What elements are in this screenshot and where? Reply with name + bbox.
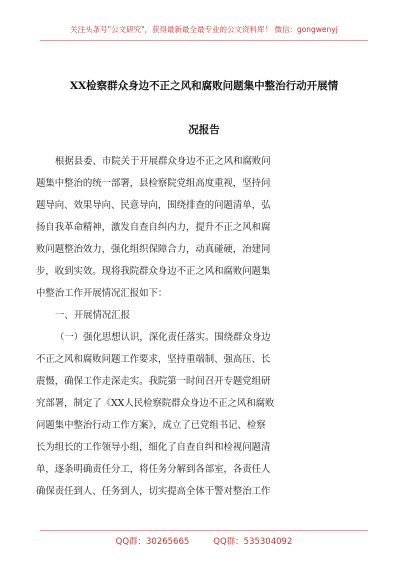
body-line: 问题集中整治行动工作方案》，成立了已党组书记、检察 [36, 420, 266, 431]
body-line: 题集中整治的统一部署，县检察院党组高度重视，坚持问 [36, 178, 271, 189]
footer [0, 535, 408, 547]
body-line: 确保责任到人、任务到人，切实提高全体干警对整治工作 [36, 486, 271, 497]
header-note: 关注头条号"公文研究"，获得最新最全最专业的公文资料库！ 微信：gongwenyj [70, 25, 338, 34]
body-line: 扬自我革命精神，激发自查自纠内力，提升不正之风和腐 [36, 222, 271, 233]
document-title-line-2: 况报告 [188, 124, 220, 136]
body-line: （一）强化思想认识，深化责任落实。围绕群众身边 [55, 332, 271, 343]
document-body [36, 151, 373, 503]
body-line: 根据县委、市院关于开展群众身边不正之风和腐败问 [55, 156, 271, 167]
section-heading: 一、开展情况汇报 [55, 310, 131, 321]
body-line: 究部署，制定了《XX人民检察院群众身边不正之风和腐败 [36, 398, 275, 409]
body-line: 败问题整治效力，强化组织保障合力，动真碰硬，治建同 [36, 244, 271, 255]
body-line: 题导向、效果导向、民意导向，围绕排查的问题清单，弘 [36, 200, 271, 211]
body-line: 长为组长的工作领导小组，细化了自查自纠和检视问题清 [36, 442, 271, 453]
body-line: 震慑，确保工作走深走实。我院第一时间召开专题党组研 [36, 376, 271, 387]
body-line: 单，逐条明确责任分工，将任务分解到各部室，各责任人 [36, 464, 271, 475]
footer-qq-group-2: QQ群：535304092 [213, 537, 293, 547]
header-divider [40, 40, 368, 41]
body-line: 步，收到实效。现将我院群众身边不正之风和腐败问题集 [36, 266, 271, 277]
body-line: 中整治工作开展情况汇报如下： [36, 288, 168, 299]
document-title-line-1: XX检察群众身边不正之风和腐败问题集中整治行动开展情 [69, 80, 339, 92]
footer-divider [40, 530, 368, 531]
body-line: 不正之风和腐败问题工作要求，坚持重端制、强高压、长 [36, 354, 271, 365]
footer-qq-group-1: QQ群：30265665 [115, 537, 190, 547]
